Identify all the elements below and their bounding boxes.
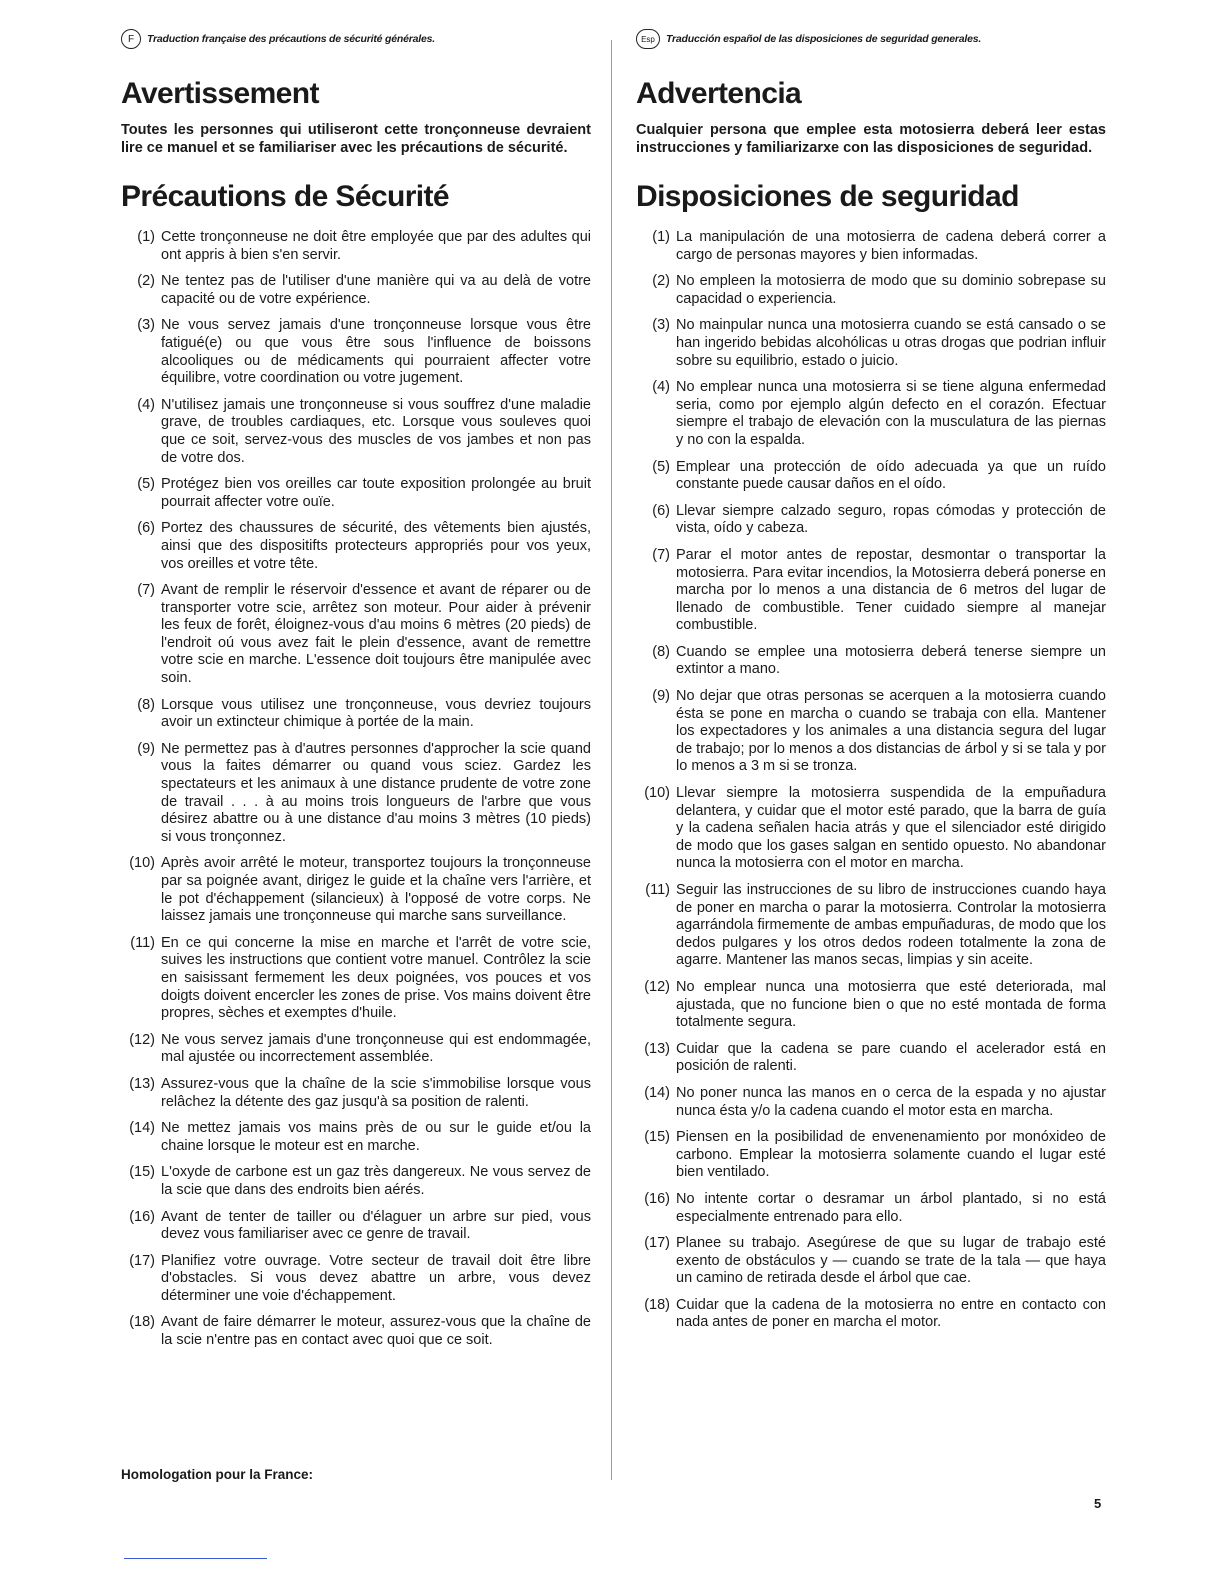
french-header-text: Traduction française des précautions de sécurité générales.: [147, 33, 435, 45]
item-number: (14): [644, 1084, 670, 1101]
item-text: No mainpular nunca una motosierra cuando se está cansado o se han ingerido bebidas alcohólicas u otras drogas que podrian influir sobre su equilibrio, estado o juicio.: [676, 317, 1106, 369]
item-number: (4): [652, 379, 670, 396]
item-number: (17): [644, 1235, 670, 1252]
item-number: (15): [644, 1129, 670, 1146]
french-precaution-item: [121, 1209, 591, 1244]
french-precaution-item: [121, 1076, 591, 1111]
item-number: (6): [652, 502, 670, 519]
french-precaution-item: [121, 1314, 591, 1349]
item-text: Cuando se emplee una motosierra deberá tenerse siempre un extintor a mano.: [676, 643, 1106, 678]
spanish-precaution-item: [636, 503, 1106, 538]
spanish-precaution-item: [636, 273, 1106, 308]
french-column: [121, 28, 591, 1359]
spanish-header-text: Traducción español de las disposiciones de seguridad generales.: [666, 33, 982, 45]
page-number: 5: [1094, 1496, 1102, 1511]
item-number: (8): [652, 643, 670, 660]
item-number: (1): [137, 229, 155, 245]
spanish-precaution-item: [636, 979, 1106, 1032]
item-text: Avant de remplir le réservoir d'essence et avant de réparer ou de transporter votre scie, arrêtez son moteur. Pour aider à prévenir les feux de forêt, éloignez-vous d'au moins 6 mètres (20 pieds) de l'endroit oú vous avez fait le plein d'essence, avant de remettre votre scie en marche. L'essence doit toujours être manipulée avec soin.: [161, 582, 591, 687]
french-precaution-item: [121, 1253, 591, 1306]
item-text: Llevar siempre calzado seguro, ropas cómodas y protección de vista, oído y cabeza.: [676, 502, 1106, 537]
column-divider: [611, 40, 612, 1480]
item-number: (3): [652, 317, 670, 334]
item-number: (5): [652, 458, 670, 475]
french-precaution-item: [121, 520, 591, 573]
spanish-header: [636, 28, 1106, 50]
item-number: (14): [129, 1120, 155, 1137]
spanish-precaution-item: [636, 1085, 1106, 1120]
item-text: Emplear una protección de oído adecuada ya que un ruído constante puede causar daños en el oído.: [676, 458, 1106, 493]
item-text: N'utilisez jamais une tronçonneuse si vous souffrez d'une maladie grave, de troubles cardiaques, etc. Lorsque vous souleves quoi que ce soit, servez-vous des muscles de vos jambes et non pas de votre dos.: [161, 396, 591, 466]
item-number: (6): [137, 520, 155, 537]
item-text: Parar el motor antes de repostar, desmontar o transportar la motosierra. Para evitar incendios, la Motosierra deberá ponerse en marcha por lo menos a una distancia de 6 metros del lugar de llenado de combustible. Tener cuidado siempre al manejar combustible.: [676, 546, 1106, 634]
french-precaution-item: [121, 229, 591, 264]
spanish-column: [636, 28, 1106, 1341]
item-number: (15): [129, 1164, 155, 1181]
spanish-precaution-item: [636, 229, 1106, 264]
item-text: Portez des chaussures de sécurité, des vêtements bien ajustés, ainsi que des dispositifts protecteurs appropriés pour vos yeux, vos oreilles et votre tête.: [161, 520, 591, 572]
item-text: Avant de tenter de tailler ou d'élaguer un arbre sur pied, vous devez vous familiariser avec ce genre de travail.: [161, 1208, 591, 1243]
item-text: Ne permettez pas à d'autres personnes d'approcher la scie quand vous la faites démarrer ou quand vous sciez. Gardez les spectateurs et les animaux à une distance prudente de votre zone de travail . . . à au moins trois longueurs de l'arbre que vous désirez abattre ou à une distance d'au moins 3 mètres (10 pieds) si vous tronçonnez.: [161, 740, 591, 845]
spanish-precaution-item: [636, 1041, 1106, 1076]
item-number: (5): [137, 476, 155, 493]
item-number: (9): [652, 688, 670, 705]
french-precaution-item: [121, 1032, 591, 1067]
item-text: Après avoir arrêté le moteur, transportez toujours la tronçonneuse par sa poignée avant, dirigez le guide et la chaîne vers l'arrière, et le pot d'échappement (silancieux) à l'opposé de votre corps. Ne laissez jamais une tronçonneuse qui marche sans surveillance.: [161, 855, 591, 925]
item-number: (10): [129, 855, 155, 872]
french-precaution-item: [121, 1164, 591, 1199]
item-number: (4): [137, 396, 155, 413]
spanish-precaution-item: [636, 785, 1106, 873]
item-text: Cette tronçonneuse ne doit être employée que par des adultes qui ont appris à bien s'en servir.: [161, 229, 591, 263]
french-precaution-item: [121, 476, 591, 511]
french-precaution-item: [121, 1120, 591, 1155]
item-text: La manipulación de una motosierra de cadena deberá correr a cargo de personas mayores y bien informadas.: [676, 229, 1106, 263]
item-text: Cuidar que la cadena de la motosierra no entre en contacto con nada antes de poner en marcha el motor.: [676, 1296, 1106, 1331]
item-number: (10): [644, 785, 670, 802]
spanish-lang-badge: Esp: [636, 29, 660, 49]
item-number: (8): [137, 696, 155, 713]
french-precaution-item: [121, 855, 591, 925]
spanish-warning-title: Advertencia: [636, 77, 802, 110]
item-text: Piensen en la posibilidad de envenenamiento por monóxideo de carbono. Emplear la motosierra solamente cuando el lugar esté bien ventilado.: [676, 1129, 1106, 1181]
item-number: (1): [652, 229, 670, 245]
item-number: (13): [129, 1075, 155, 1092]
item-number: (7): [652, 546, 670, 563]
spanish-precaution-item: [636, 882, 1106, 970]
french-precautions-list: [121, 229, 591, 1350]
french-lang-badge: F: [121, 29, 141, 49]
item-text: No dejar que otras personas se acerquen a la motosierra cuando ésta se pone en marcha o cuando se trabaja con ella. Mantener los expectadores y los animales a una distancia segura del lugar de trabajo; por lo menos a dos distancias de árbol y si se tala y por lo menos a 3 m si se tronza.: [676, 688, 1106, 775]
item-number: (16): [129, 1208, 155, 1225]
french-warning-text: Toutes les personnes qui utiliseront cette tronçonneuse devraient lire ce manuel et se familiariser avec les précautions de sécurité.: [121, 122, 591, 156]
item-number: (18): [129, 1314, 155, 1331]
item-text: Ne vous servez jamais d'une tronçonneuse qui est endommagée, mal ajustée ou incorrectement assemblée.: [161, 1031, 591, 1066]
item-number: (3): [137, 317, 155, 334]
spanish-precaution-item: [636, 644, 1106, 679]
french-section-title: Précautions de Sécurité: [121, 180, 449, 213]
item-number: (2): [652, 273, 670, 290]
item-text: En ce qui concerne la mise en marche et l'arrêt de votre scie, suives les instructions que contient votre manuel. Contrôlez la scie en saisissant fermement les deux poignées, vos pouces et vos doigts doivent encercler les zones de prise. Vos mains doivent être propres, sèches et exemptes d'huile.: [161, 934, 591, 1022]
item-text: No intente cortar o desramar un árbol plantado, si no está especialmente entrenado para ello.: [676, 1190, 1106, 1225]
spanish-precaution-item: [636, 1129, 1106, 1182]
item-text: Llevar siempre la motosierra suspendida de la empuñadura delantera, y cuidar que el motor esté parado, que la barra de guía y la cadena señalen hacia atrás y que el silenciador esté dirigido de modo que los gases salgan en sentido opuesto. No abandonar nunca la motosierra con el motor en marcha.: [676, 785, 1106, 872]
spanish-precaution-item: [636, 1191, 1106, 1226]
item-text: Protégez bien vos oreilles car toute exposition prolongée au bruit pourrait affecter votre ouïe.: [161, 476, 591, 510]
item-number: (11): [130, 934, 155, 951]
item-text: Ne tentez pas de l'utiliser d'une manière qui va au delà de votre capacité ou de votre expérience.: [161, 273, 591, 307]
item-number: (17): [129, 1252, 155, 1269]
spanish-precaution-item: [636, 547, 1106, 635]
item-text: No empleen la motosierra de modo que su dominio sobrepase su capacidad o experiencia.: [676, 273, 1106, 307]
french-precaution-item: [121, 397, 591, 467]
french-precaution-item: [121, 317, 591, 387]
item-text: L'oxyde de carbone est un gaz très dangereux. Ne vous servez de la scie que dans des endroits bien aérés.: [161, 1164, 591, 1198]
item-text: Lorsque vous utilisez une tronçonneuse, vous devriez toujours avoir un extincteur chimique à portée de la main.: [161, 696, 591, 731]
french-precaution-item: [121, 697, 591, 732]
item-number: (18): [644, 1296, 670, 1313]
spanish-precautions-list: [636, 229, 1106, 1332]
item-number: (16): [644, 1190, 670, 1207]
item-text: Cuidar que la cadena se pare cuando el acelerador está en posición de ralenti.: [676, 1040, 1106, 1075]
item-text: Avant de faire démarrer le moteur, assurez-vous que la chaîne de la scie n'entre pas en contact avec quoi que ce soit.: [161, 1314, 591, 1349]
item-text: No emplear nunca una motosierra que esté deteriorada, mal ajustada, que no funcione bien o que no esté montada de forma totalmente segura.: [676, 978, 1106, 1031]
french-precaution-item: [121, 273, 591, 308]
item-text: Planee su trabajo. Asegúrese de que su lugar de trabajo esté exento de obstáculos y — cuando se trate de la tala — que haya un camino de retirada desde el árbol que cae.: [676, 1235, 1106, 1287]
item-text: No poner nunca las manos en o cerca de la espada y no ajustar nunca ésta y/o la cadena cuando el motor esta en marcha.: [676, 1084, 1106, 1119]
spanish-precaution-item: [636, 1297, 1106, 1332]
french-precaution-item: [121, 935, 591, 1023]
french-header: [121, 28, 591, 50]
spanish-warning-text: Cualquier persona que emplee esta motosierra deberá leer estas instrucciones y familiarizarxe con las disposiciones de seguridad.: [636, 122, 1106, 156]
spanish-section-title: Disposiciones de seguridad: [636, 180, 1019, 213]
item-number: (2): [137, 273, 155, 290]
item-text: No emplear nunca una motosierra si se tiene alguna enfermedad seria, como por ejemplo algún defecto en el corazón. Efectuar siempre el trabajo de elevación con la musculatura de las piernas y no con la espalda.: [676, 379, 1106, 448]
spanish-precaution-item: [636, 688, 1106, 776]
item-number: (11): [645, 882, 670, 898]
homologation-note: Homologation pour la France:: [121, 1467, 314, 1482]
item-number: (13): [644, 1040, 670, 1057]
item-text: Ne mettez jamais vos mains près de ou sur le guide et/ou la chaine lorsque le moteur est en marche.: [161, 1120, 591, 1154]
item-text: Planifiez votre ouvrage. Votre secteur de travail doit être libre d'obstacles. Si vous devez abattre un arbre, vous devez déterminer une voie d'échappement.: [161, 1252, 591, 1304]
spanish-precaution-item: [636, 317, 1106, 370]
item-text: Seguir las instrucciones de su libro de instrucciones cuando haya de poner en marcha o parar la motosierra. Controlar la motosierra agarrándola firmemente de ambas empuñaduras, de modo que los dedos pulgares y los otros dedos rodeen totalmente la zona de agarre. Mantener las manos secas, limpias y sin aceite.: [676, 882, 1106, 969]
item-number: (12): [129, 1031, 155, 1048]
item-number: (12): [644, 978, 670, 995]
spanish-precaution-item: [636, 379, 1106, 449]
item-number: (7): [137, 582, 155, 599]
bottom-rule: [124, 1558, 267, 1559]
spanish-precaution-item: [636, 459, 1106, 494]
item-text: Ne vous servez jamais d'une tronçonneuse lorsque vous être fatigué(e) ou que vous être sous l'influence de boissons alcooliques ou de médicaments qui pourraient affecter votre équilibre, votre coordination ou votre jugement.: [161, 317, 591, 387]
french-precaution-item: [121, 582, 591, 688]
item-text: Assurez-vous que la chaîne de la scie s'immobilise lorsque vous relâchez la détente des gaz jusqu'à sa position de ralenti.: [161, 1075, 591, 1110]
french-warning-title: Avertissement: [121, 77, 319, 110]
french-precaution-item: [121, 741, 591, 847]
spanish-precaution-item: [636, 1235, 1106, 1288]
item-number: (9): [137, 740, 155, 757]
